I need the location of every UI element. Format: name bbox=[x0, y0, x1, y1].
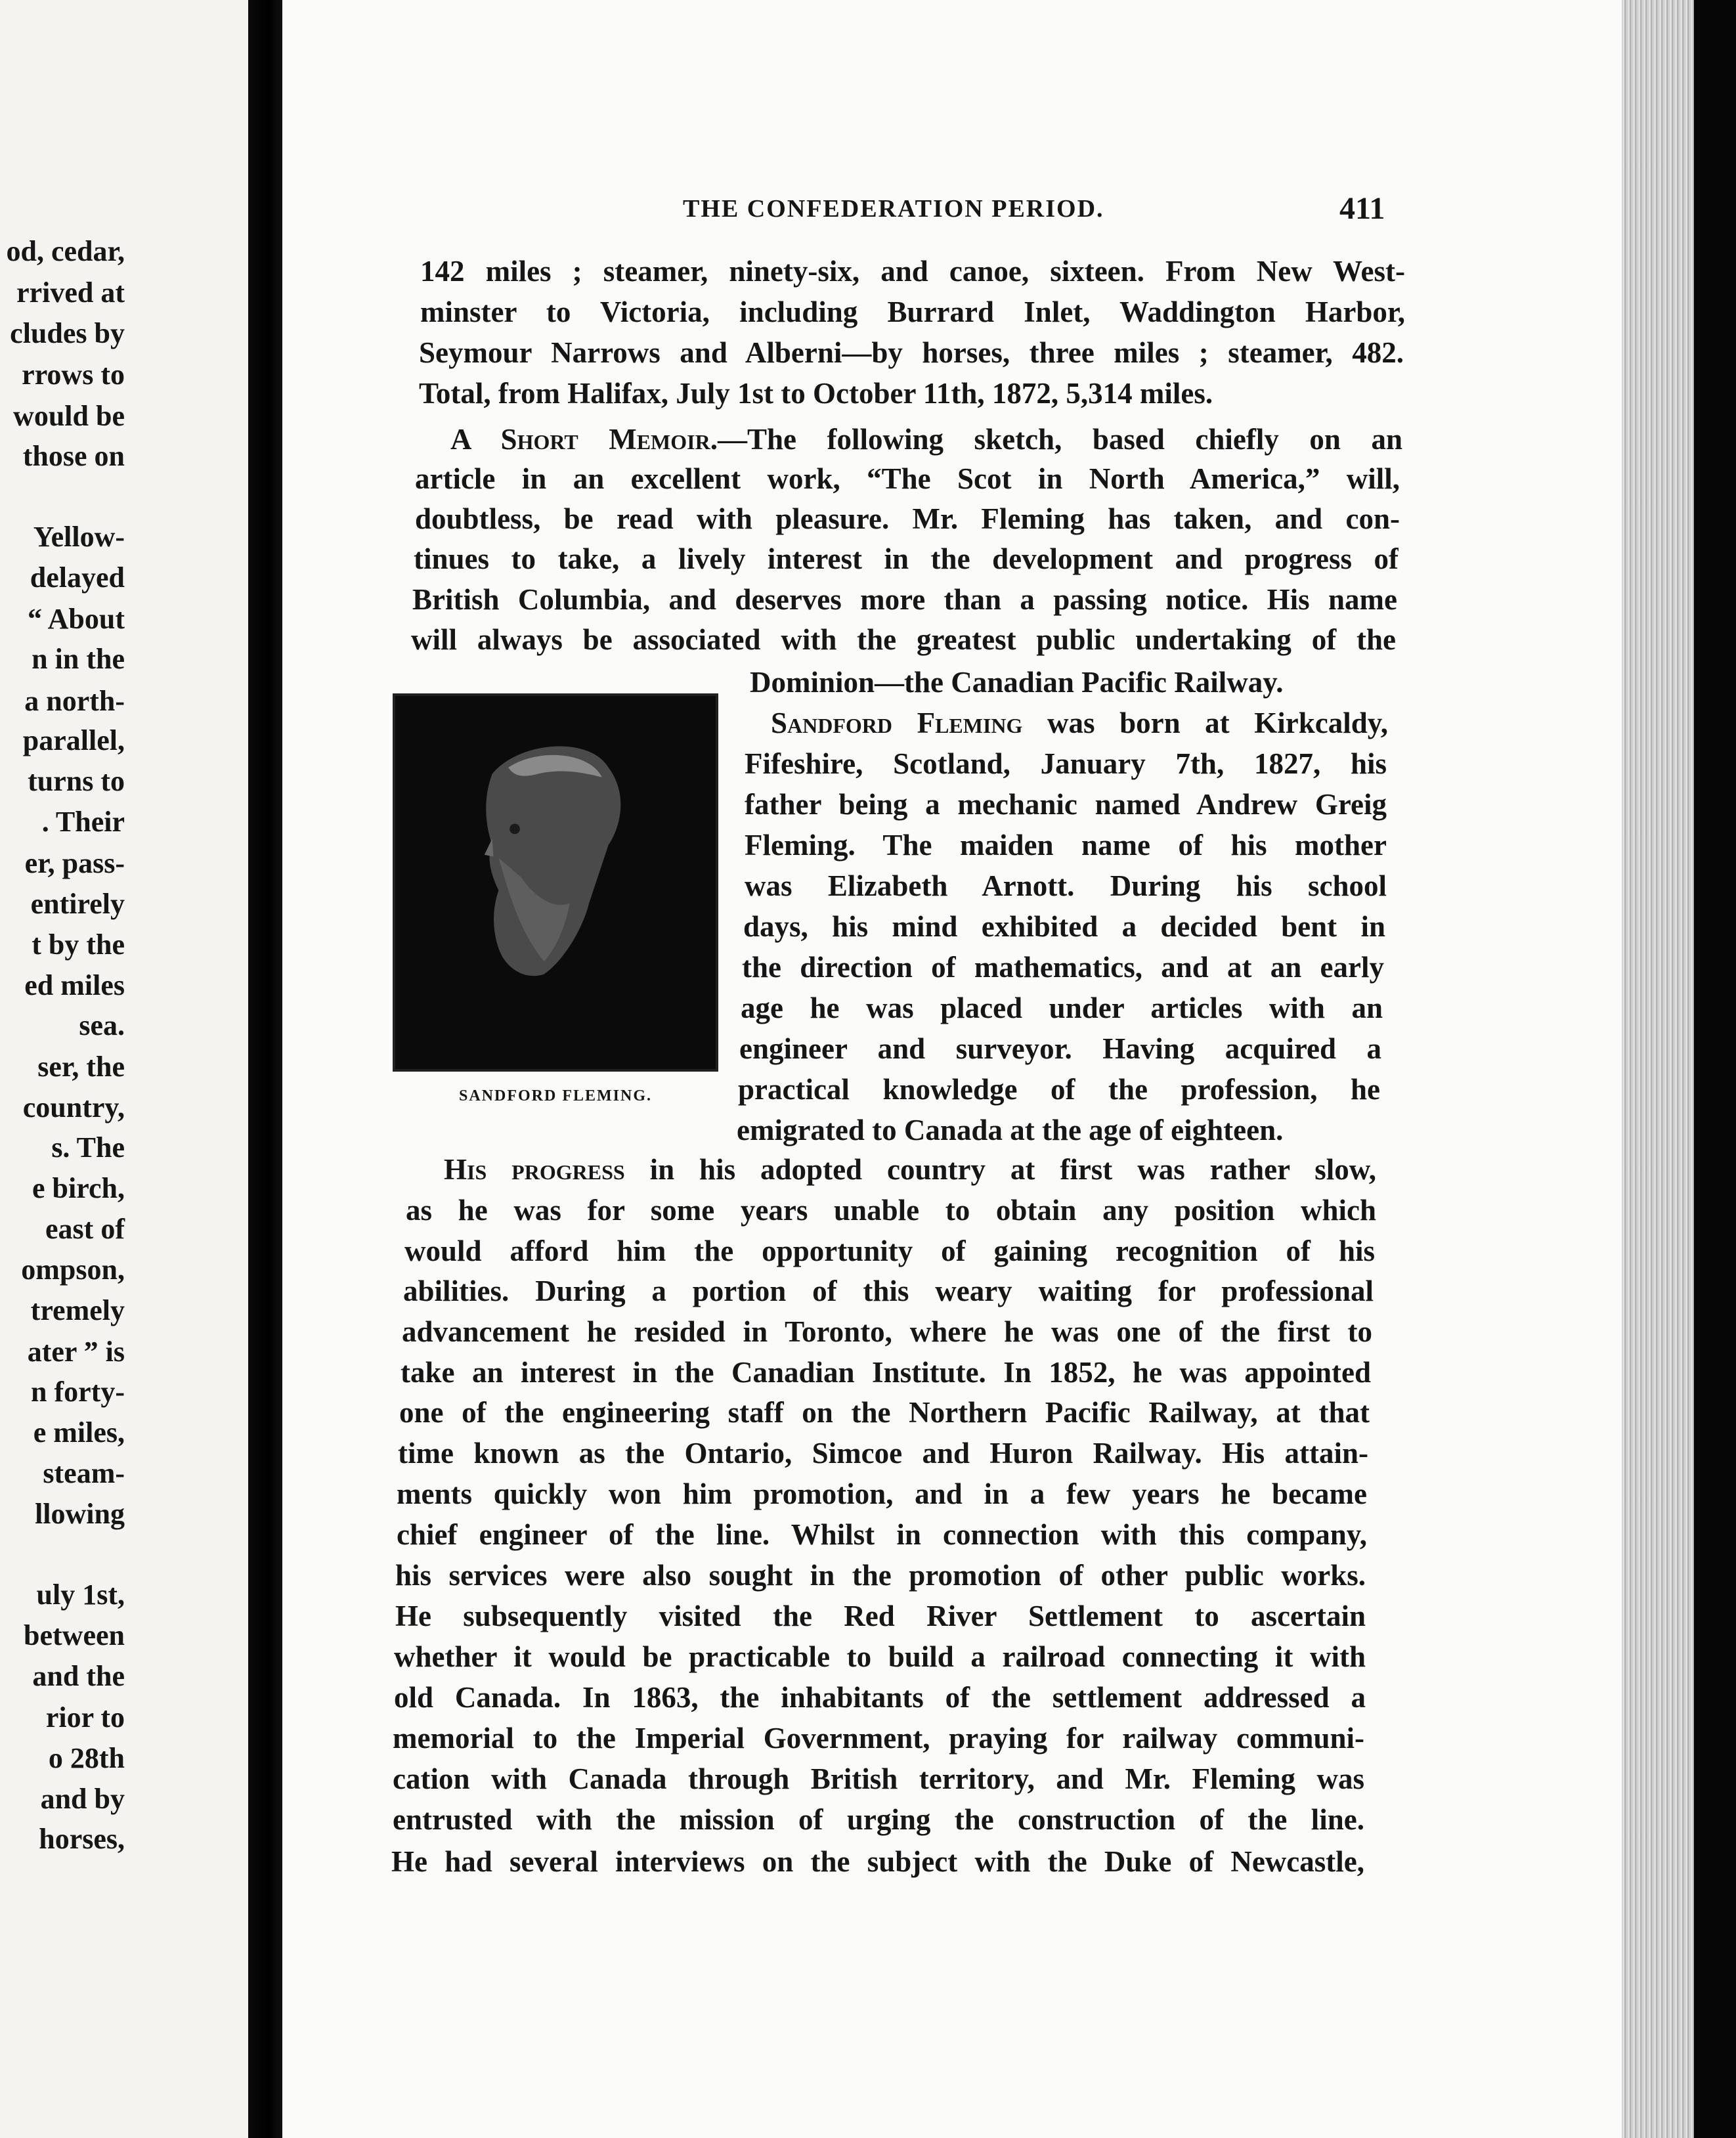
page-edges bbox=[1622, 0, 1694, 2138]
body-line: abilities. During a portion of this weary waiting for professional bbox=[403, 1275, 1374, 1307]
body-line: emigrated to Canada at the age of eighteen. bbox=[737, 1114, 1284, 1146]
body-line: as he was for some years unable to obtain any position which bbox=[406, 1194, 1376, 1227]
left-page-line: ed miles bbox=[24, 969, 125, 1001]
left-page-line: country, bbox=[22, 1091, 125, 1124]
left-page-line: n in the bbox=[32, 643, 125, 675]
left-page-line: ser, the bbox=[37, 1051, 125, 1083]
left-page-line: delayed bbox=[30, 561, 125, 594]
body-line: British Columbia, and deserves more than a passing notice. His name bbox=[412, 583, 1397, 616]
left-page-line: those on bbox=[22, 440, 125, 472]
body-line: the direction of mathematics, and at an early bbox=[742, 951, 1384, 984]
left-page-line: t by the bbox=[32, 928, 125, 961]
body-text: in his adopted country at first was rather slow, bbox=[624, 1153, 1376, 1186]
body-line bbox=[771, 704, 1388, 742]
body-line: minster to Victoria, including Burrard Inlet, Waddington Harbor, bbox=[420, 295, 1405, 328]
left-page-line: er, pass- bbox=[24, 847, 125, 879]
left-page-line: rrived at bbox=[16, 276, 125, 309]
left-page-line: n forty- bbox=[31, 1376, 125, 1408]
body-line: Seymour Narrows and Alberni—by horses, three miles ; steamer, 482. bbox=[419, 336, 1404, 369]
left-page-line: ater ” is bbox=[27, 1336, 125, 1368]
left-page-line: and the bbox=[32, 1660, 125, 1692]
body-line: whether it would be practicable to build a railroad connecting it with bbox=[394, 1640, 1366, 1673]
body-line: engineer and surveyor. Having acquired a bbox=[739, 1032, 1381, 1065]
portrait-caption: SANDFORD FLEMING. bbox=[458, 1087, 652, 1104]
body-line: practical knowledge of the profession, he bbox=[738, 1073, 1380, 1106]
body-line: Dominion—the Canadian Pacific Railway. bbox=[750, 666, 1284, 699]
body-line: chief engineer of the line. Whilst in connection with this company, bbox=[397, 1518, 1367, 1551]
body-line: Total, from Halifax, July 1st to October 11th, 1872, 5,314 miles. bbox=[419, 377, 1213, 410]
section-lead: Sandford Fleming bbox=[771, 707, 1023, 739]
body-line: one of the engineering staff on the Northern Pacific Railway, at that bbox=[399, 1396, 1370, 1429]
body-line: article in an excellent work, “The Scot in North America,” will, bbox=[415, 462, 1400, 495]
left-page-line: . Their bbox=[41, 806, 125, 838]
left-page-line: s. The bbox=[51, 1131, 125, 1164]
left-page-line: a north- bbox=[24, 685, 125, 717]
body-line bbox=[444, 1150, 1376, 1189]
left-page-line: and by bbox=[40, 1783, 125, 1815]
body-line: was Elizabeth Arnott. During his school bbox=[745, 869, 1387, 902]
left-page-line: tremely bbox=[30, 1294, 125, 1326]
body-line: age he was placed under articles with an bbox=[741, 992, 1383, 1024]
portrait-image bbox=[393, 693, 718, 1072]
left-page-line: ompson, bbox=[21, 1254, 125, 1286]
left-page-line: rior to bbox=[45, 1701, 125, 1734]
left-page-line: e miles, bbox=[33, 1416, 125, 1449]
left-page-line: cludes by bbox=[10, 317, 125, 349]
body-line: advancement he resided in Toronto, where he was one of the first to bbox=[402, 1315, 1372, 1348]
body-text: was born at Kirkcaldy, bbox=[1022, 707, 1388, 739]
body-line: will always be associated with the greatest public undertaking of the bbox=[411, 623, 1396, 656]
left-page-line: uly 1st, bbox=[36, 1579, 125, 1611]
body-line: father being a mechanic named Andrew Greig bbox=[745, 788, 1387, 821]
body-line: his services were also sought in the promotion of other public works. bbox=[395, 1559, 1366, 1592]
left-page-line: east of bbox=[45, 1213, 125, 1245]
left-page-line: llowing bbox=[35, 1498, 125, 1530]
left-page-line: parallel, bbox=[22, 724, 125, 756]
left-page-line: turns to bbox=[28, 765, 125, 797]
left-page-line: “ About bbox=[28, 603, 125, 635]
left-page-line: would be bbox=[13, 400, 125, 432]
left-page-line: rrows to bbox=[22, 359, 125, 391]
book-gutter bbox=[248, 0, 282, 2138]
body-line: old Canada. In 1863, the inhabitants of the settlement addressed a bbox=[394, 1681, 1366, 1714]
body-line: time known as the Ontario, Simcoe and Huron Railway. His attain- bbox=[398, 1437, 1368, 1470]
running-head: THE CONFEDERATION PERIOD. bbox=[683, 195, 1104, 223]
body-line: tinues to take, a lively interest in the development and progress of bbox=[414, 542, 1399, 575]
body-line: memorial to the Imperial Government, praying for railway communi- bbox=[393, 1722, 1364, 1755]
left-page-line: o 28th bbox=[48, 1742, 125, 1774]
body-line: 142 miles ; steamer, ninety-six, and canoe, sixteen. From New West- bbox=[420, 255, 1405, 288]
body-line: entrusted with the mission of urging the construction of the line. bbox=[393, 1803, 1364, 1836]
body-line: Fifeshire, Scotland, January 7th, 1827, his bbox=[745, 747, 1387, 780]
section-lead: A Short Memoir. bbox=[450, 423, 718, 456]
left-page-line: entirely bbox=[30, 888, 125, 920]
left-page-line: sea. bbox=[79, 1009, 125, 1041]
body-line bbox=[450, 420, 1402, 458]
body-line: He subsequently visited the Red River Settlement to ascertain bbox=[395, 1600, 1366, 1632]
body-line: He had several interviews on the subject with the Duke of Newcastle, bbox=[391, 1845, 1364, 1878]
page-number: 411 bbox=[1339, 191, 1385, 226]
section-lead: His progress bbox=[444, 1153, 625, 1186]
body-line: take an interest in the Canadian Institute. In 1852, he was appointed bbox=[401, 1356, 1371, 1389]
body-line: ments quickly won him promotion, and in a few years he became bbox=[397, 1477, 1367, 1510]
left-page-line: horses, bbox=[39, 1823, 125, 1855]
body-line: cation with Canada through British territory, and Mr. Fleming was bbox=[393, 1762, 1364, 1795]
background-edge bbox=[1694, 0, 1736, 2138]
left-page-line: between bbox=[24, 1619, 125, 1651]
left-page-line: od, cedar, bbox=[6, 235, 125, 267]
left-page-line: Yellow- bbox=[33, 521, 125, 553]
left-page-line: e birch, bbox=[32, 1172, 125, 1204]
body-text: —The following sketch, based chiefly on an bbox=[717, 423, 1402, 456]
body-line: would afford him the opportunity of gaining recognition of his bbox=[404, 1234, 1375, 1267]
body-line: days, his mind exhibited a decided bent in bbox=[743, 910, 1385, 943]
portrait-illustration bbox=[395, 696, 716, 1069]
body-line: doubtless, be read with pleasure. Mr. Fleming has taken, and con- bbox=[415, 502, 1400, 535]
left-page-text bbox=[0, 0, 248, 2138]
left-page-line: steam- bbox=[43, 1457, 125, 1489]
body-line: Fleming. The maiden name of his mother bbox=[745, 829, 1387, 862]
